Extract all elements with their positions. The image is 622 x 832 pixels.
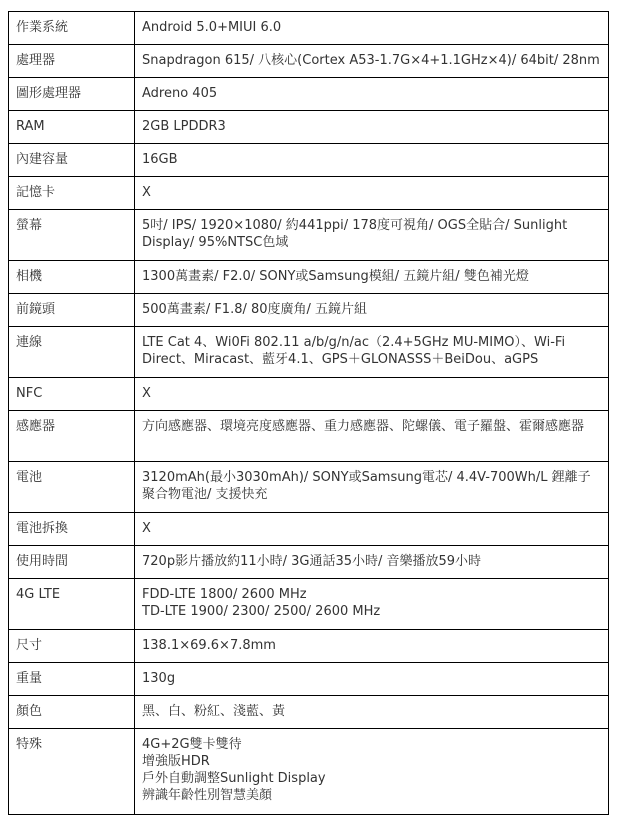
spec-value: 500萬畫素/ F1.8/ 80度廣角/ 五鏡片組 [135, 294, 609, 327]
spec-value: X [135, 378, 609, 411]
spec-label: RAM [9, 111, 135, 144]
spec-row-ram [9, 111, 609, 144]
spec-label: 4G LTE [9, 579, 135, 630]
spec-value: LTE Cat 4、Wi0Fi 802.11 a/b/g/n/ac（2.4+5GHz MU-MIMO）、Wi-Fi Direct、Miracast、藍牙4.1、GPS＋GLONASSS＋BeiDou、aGPS [135, 327, 609, 378]
spec-table [8, 11, 609, 815]
spec-row-front-camera [9, 294, 609, 327]
spec-value: 3120mAh(最小3030mAh)/ SONY或Samsung電芯/ 4.4V-700Wh/L 鋰離子聚合物電池/ 支援快充 [135, 462, 609, 513]
spec-label: 重量 [9, 663, 135, 696]
spec-value: 方向感應器、環境亮度感應器、重力感應器、陀螺儀、電子羅盤、霍爾感應器 [135, 411, 609, 462]
spec-value: 1300萬畫素/ F2.0/ SONY或Samsung模組/ 五鏡片組/ 雙色補光燈 [135, 261, 609, 294]
spec-row-colors [9, 696, 609, 729]
spec-value: 5吋/ IPS/ 1920×1080/ 約441ppi/ 178度可視角/ OGS全貼合/ Sunlight Display/ 95%NTSC色域 [135, 210, 609, 261]
spec-row-dimensions [9, 630, 609, 663]
spec-label: 相機 [9, 261, 135, 294]
spec-value: 4G+2G雙卡雙待 增強版HDR 戶外自動調整Sunlight Display 辨識年齡性別智慧美顏 [135, 729, 609, 815]
spec-value: 130g [135, 663, 609, 696]
spec-label: 電池拆換 [9, 513, 135, 546]
spec-row-weight [9, 663, 609, 696]
spec-row-4g-lte [9, 579, 609, 630]
spec-label: 記憶卡 [9, 177, 135, 210]
spec-row-battery [9, 462, 609, 513]
spec-value: 720p影片播放約11小時/ 3G通話35小時/ 音樂播放59小時 [135, 546, 609, 579]
spec-sheet [8, 11, 608, 815]
spec-row-gpu [9, 78, 609, 111]
spec-label: 顏色 [9, 696, 135, 729]
spec-row-processor [9, 45, 609, 78]
spec-label: 內建容量 [9, 144, 135, 177]
spec-value: 16GB [135, 144, 609, 177]
spec-value: Snapdragon 615/ 八核心(Cortex A53-1.7G×4+1.1GHz×4)/ 64bit/ 28nm [135, 45, 609, 78]
spec-value: FDD-LTE 1800/ 2600 MHz TD-LTE 1900/ 2300/ 2500/ 2600 MHz [135, 579, 609, 630]
spec-value: 2GB LPDDR3 [135, 111, 609, 144]
spec-row-connectivity [9, 327, 609, 378]
spec-value: 138.1×69.6×7.8mm [135, 630, 609, 663]
spec-row-os [9, 12, 609, 45]
spec-row-memory-card [9, 177, 609, 210]
spec-label: NFC [9, 378, 135, 411]
spec-value: 黑、白、粉紅、淺藍、黃 [135, 696, 609, 729]
spec-row-sensors [9, 411, 609, 462]
spec-row-nfc [9, 378, 609, 411]
spec-label: 電池 [9, 462, 135, 513]
spec-label: 感應器 [9, 411, 135, 462]
spec-label: 連線 [9, 327, 135, 378]
spec-label: 處理器 [9, 45, 135, 78]
spec-label: 作業系統 [9, 12, 135, 45]
spec-value: X [135, 177, 609, 210]
spec-row-battery-removable [9, 513, 609, 546]
spec-row-storage [9, 144, 609, 177]
spec-label: 螢幕 [9, 210, 135, 261]
spec-value: X [135, 513, 609, 546]
spec-value: Android 5.0+MIUI 6.0 [135, 12, 609, 45]
spec-value: Adreno 405 [135, 78, 609, 111]
spec-row-camera [9, 261, 609, 294]
spec-label: 圖形處理器 [9, 78, 135, 111]
spec-label: 使用時間 [9, 546, 135, 579]
spec-row-screen [9, 210, 609, 261]
spec-label: 特殊 [9, 729, 135, 815]
spec-row-special [9, 729, 609, 815]
spec-row-usage-time [9, 546, 609, 579]
spec-label: 前鏡頭 [9, 294, 135, 327]
spec-label: 尺寸 [9, 630, 135, 663]
